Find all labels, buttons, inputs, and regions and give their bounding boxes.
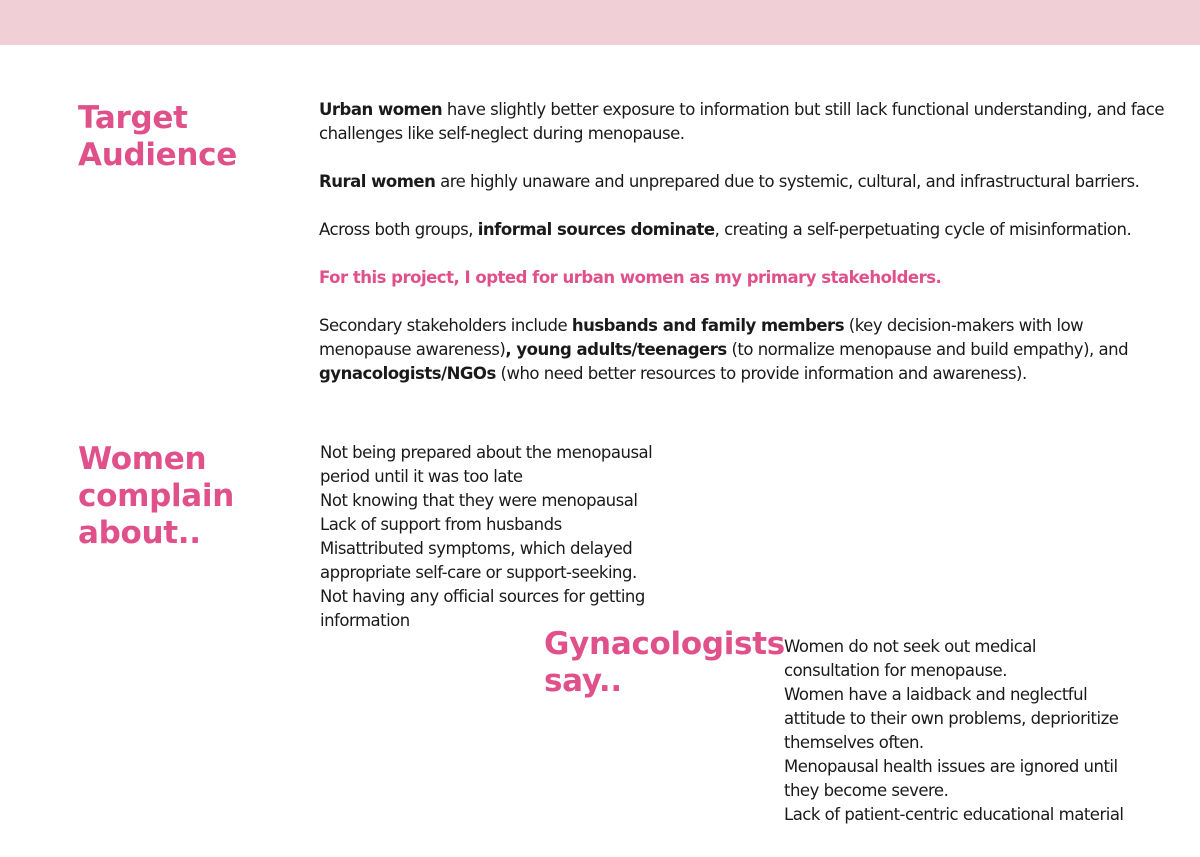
list-item: Not being prepared about the menopausal: [320, 443, 653, 462]
secondary-stakeholders-paragraph: Secondary stakeholders include husbands and family members (key decision-makers with low menopause awareness), young adults/teenagers (to normalize menopause and build empathy), and gynacologists/NGOs (who need better resources to provide information and awareness).: [319, 316, 1129, 383]
top-banner: [0, 0, 1200, 45]
gynacologists-list: [784, 635, 1184, 827]
list-item: themselves often.: [784, 733, 924, 752]
list-item: appropriate self-care or support-seeking.: [320, 563, 637, 582]
list-item: information: [320, 611, 410, 630]
primary-stakeholders-highlight: For this project, I opted for urban women as my primary stakeholders.: [319, 268, 942, 287]
list-item: Women do not seek out medical: [784, 637, 1036, 656]
list-item: consultation for menopause.: [784, 661, 1007, 680]
list-item: they become severe.: [784, 781, 949, 800]
list-item: Lack of patient-centric educational material: [784, 805, 1124, 824]
target-audience-body: [319, 98, 1179, 386]
list-item: attitude to their own problems, deprioritize: [784, 709, 1119, 728]
target-audience-heading: Target Audience: [78, 100, 237, 173]
list-item: Lack of support from husbands: [320, 515, 562, 534]
list-item: Women have a laidback and neglectful: [784, 685, 1088, 704]
women-complaints-list: [320, 441, 720, 633]
list-item: period until it was too late: [320, 467, 523, 486]
women-complain-heading: Women complain about..: [78, 441, 235, 551]
list-item: Menopausal health issues are ignored until: [784, 757, 1118, 776]
list-item: Not having any official sources for getting: [320, 587, 645, 606]
list-item: Not knowing that they were menopausal: [320, 491, 638, 510]
urban-women-paragraph: Urban women have slightly better exposure to information but still lack functional understanding, and face challenges like self-neglect during menopause.: [319, 100, 1164, 143]
gynacologists-heading: Gynacologists say..: [544, 626, 785, 699]
rural-women-paragraph: Rural women are highly unaware and unprepared due to systemic, cultural, and infrastructural barriers.: [319, 172, 1140, 191]
list-item: Misattributed symptoms, which delayed: [320, 539, 633, 558]
informal-sources-paragraph: Across both groups, informal sources dominate, creating a self-perpetuating cycle of misinformation.: [319, 220, 1132, 239]
